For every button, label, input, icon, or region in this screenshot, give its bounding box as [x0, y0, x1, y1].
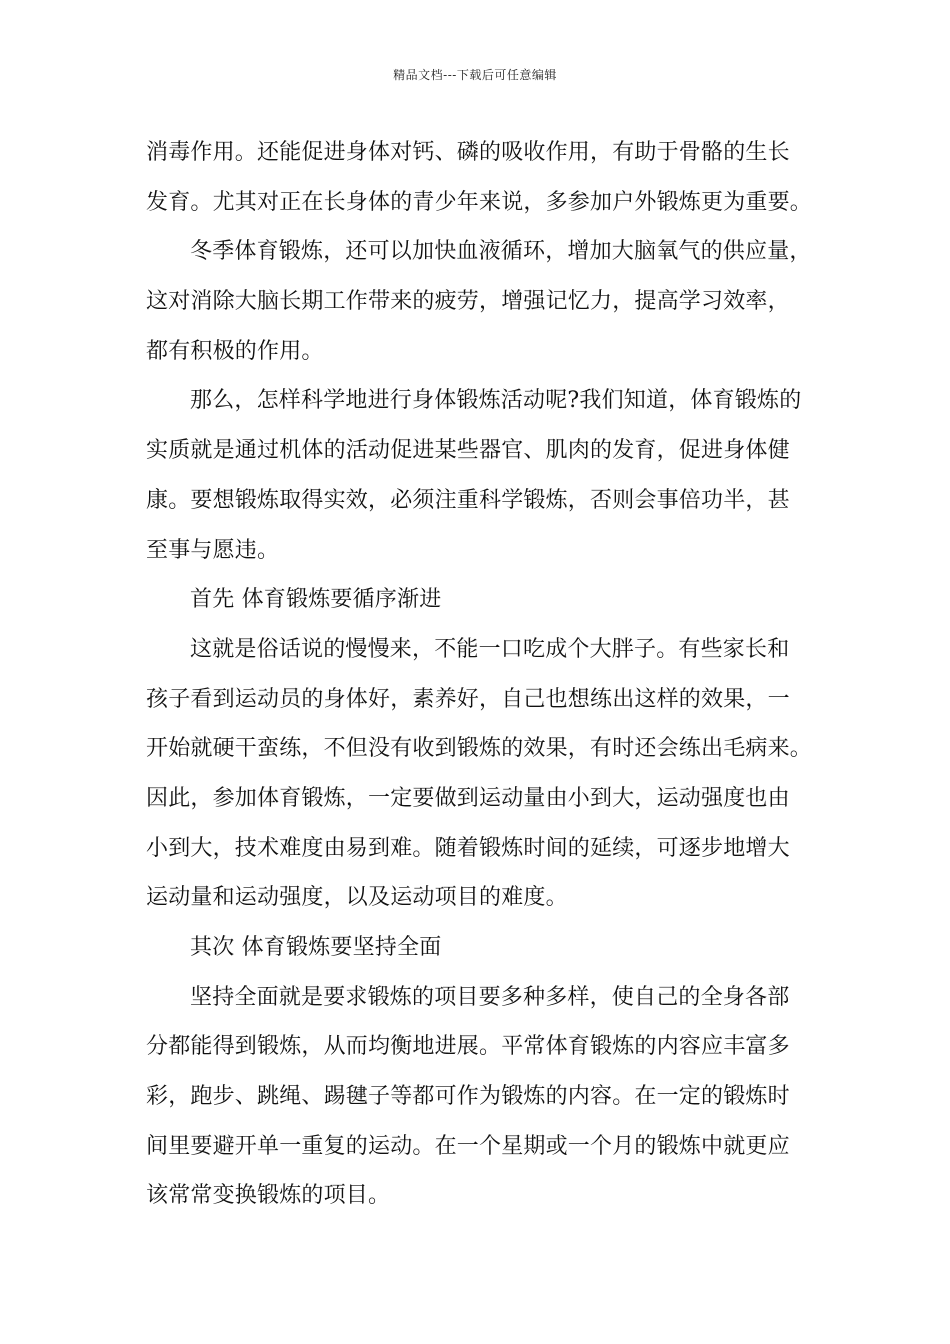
text-line: 坚持全面就是要求锻炼的项目要多种多样，使自己的全身各部	[190, 984, 790, 1010]
text-line: 这就是俗话说的慢慢来，不能一口吃成个大胖子。有些家长和	[190, 636, 790, 662]
text-line: 那么，怎样科学地进行身体锻炼活动呢?我们知道，体育锻炼的	[190, 388, 802, 414]
text-line: 小到大，技术难度由易到难。随着锻炼时间的延续，可逐步地增大	[146, 835, 790, 861]
text-line: 孩子看到运动员的身体好，素养好，自己也想练出这样的效果，一	[146, 686, 790, 712]
text-line: 康。要想锻炼取得实效，必须注重科学锻炼，否则会事倍功半，甚	[146, 487, 790, 513]
text-line: 因此，参加体育锻炼，一定要做到运动量由小到大，运动强度也由	[146, 785, 790, 811]
text-line: 这对消除大脑长期工作带来的疲劳，增强记忆力，提高学习效率，	[146, 289, 790, 315]
text-line: 首先 体育锻炼要循序渐进	[190, 587, 442, 613]
page-header: 精品文档---下载后可任意编辑	[393, 68, 557, 82]
text-line: 运动量和运动强度，以及运动项目的难度。	[146, 885, 568, 911]
text-line: 间里要避开单一重复的运动。在一个星期或一个月的锻炼中就更应	[146, 1133, 790, 1159]
text-line: 其次 体育锻炼要坚持全面	[190, 935, 442, 960]
text-line: 开始就硬干蛮练，不但没有收到锻炼的效果，有时还会练出毛病来。	[146, 736, 813, 762]
text-line: 冬季体育锻炼，还可以加快血液循环，增加大脑氧气的供应量，	[190, 239, 812, 265]
text-line: 都有积极的作用。	[146, 338, 324, 364]
text-line: 消毒作用。还能促进身体对钙、磷的吸收作用，有助于骨骼的生长	[146, 140, 790, 165]
text-line: 该常常变换锻炼的项目。	[146, 1183, 391, 1209]
text-line: 至事与愿违。	[146, 537, 280, 563]
text-line: 分都能得到锻炼，从而均衡地进展。平常体育锻炼的内容应丰富多	[146, 1034, 790, 1060]
document-body	[146, 128, 846, 1221]
text-line: 实质就是通过机体的活动促进某些器官、肌肉的发育，促进身体健	[146, 438, 790, 464]
text-line: 彩，跑步、跳绳、踢毽子等都可作为锻炼的内容。在一定的锻炼时	[146, 1084, 790, 1110]
text-line: 发育。尤其对正在长身体的青少年来说，多参加户外锻炼更为重要。	[146, 189, 813, 215]
